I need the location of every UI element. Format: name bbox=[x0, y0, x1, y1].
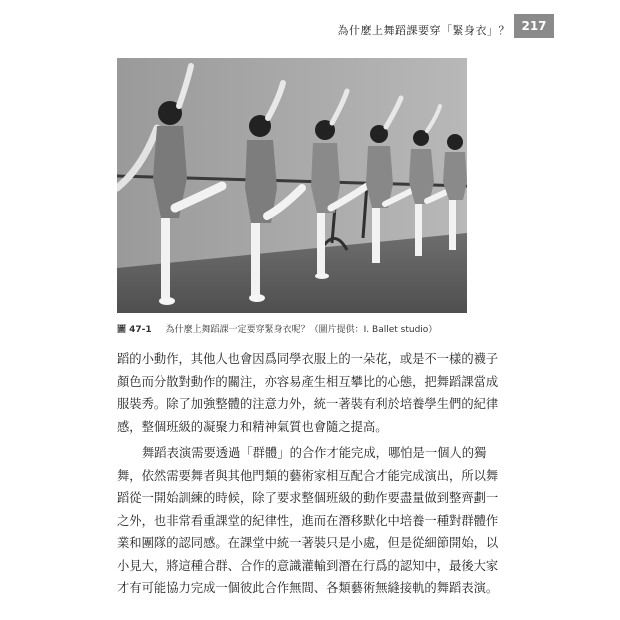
text-line: 小見大，將這種合群、合作的意識灌輸到潛在行爲的認知中，最後大家 bbox=[117, 558, 499, 573]
text-line: 舞，依然需要舞者與其他門類的藝術家相互配合才能完成演出，所以舞 bbox=[117, 468, 499, 483]
text-line: 感，整個班級的凝聚力和精神氣質也會隨之提高。 bbox=[117, 419, 388, 434]
figure-caption-text: 為什麼上舞蹈課一定要穿緊身衣呢？（圖片提供：I. Ballet studio） bbox=[165, 325, 438, 335]
body-text bbox=[117, 348, 507, 604]
text-line: 服裝秀。除了加強整體的注意力外，統一著裝有利於培養學生們的紀律 bbox=[117, 397, 499, 411]
text-line: 蹈從一開始訓練的時候，除了要求整個班級的動作要盡量做到整齊劃一 bbox=[117, 491, 499, 505]
text-line: 顏色而分散對動作的關注，亦容易產生相互攀比的心態，把舞蹈課當成 bbox=[117, 374, 499, 389]
running-header-title: 為什麼上舞蹈課要穿「緊身衣」？ bbox=[337, 24, 510, 37]
paragraph bbox=[117, 442, 507, 600]
page-number: 217 bbox=[521, 19, 547, 33]
text-line: 之外，也非常看重課堂的紀律性，進而在潛移默化中培養一種對群體作 bbox=[117, 513, 499, 528]
ballet-class-photo bbox=[117, 58, 467, 313]
page-number-badge bbox=[514, 14, 554, 38]
text-line: 蹈的小動作，其他人也會因爲同學衣服上的一朵花，或是不一樣的襪子 bbox=[117, 352, 499, 366]
text-line: 才有可能協力完成一個彼此合作無間、各類藝術無縫接軌的舞蹈表演。 bbox=[117, 581, 499, 595]
ballet-photo-illustration bbox=[117, 58, 467, 313]
figure-label: 圖 47-1 bbox=[117, 325, 152, 335]
text-line: 業和團隊的認同感。在課堂中統一著裝只是小處，但是從細節開始，以 bbox=[117, 536, 499, 550]
text-line: 舞蹈表演需要透過「群體」的合作才能完成，哪怕是一個人的獨 bbox=[142, 446, 487, 460]
paragraph bbox=[117, 348, 507, 438]
figure-caption bbox=[117, 322, 497, 335]
